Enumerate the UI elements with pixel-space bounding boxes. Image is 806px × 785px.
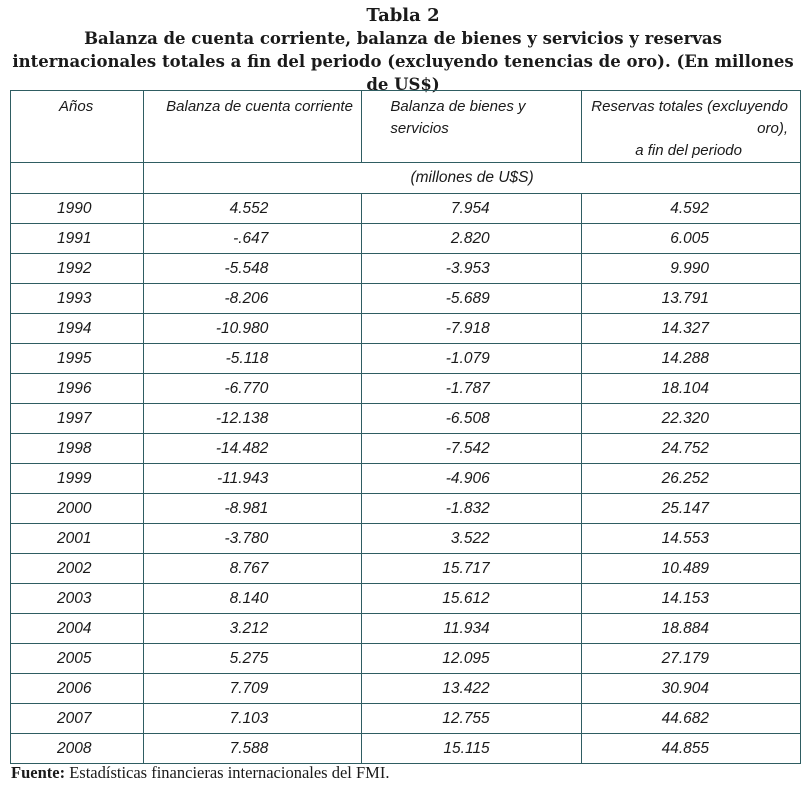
cell-reserves: 44.682 [581,704,800,734]
table-row [11,404,801,434]
cell-year: 1993 [11,284,144,314]
header-year: Años [11,91,144,163]
cell-goods-services: 11.934 [362,614,581,644]
cell-current-account: -12.138 [144,404,362,434]
cell-current-account: -10.980 [144,314,362,344]
cell-year: 1992 [11,254,144,284]
cell-goods-services: -6.508 [362,404,581,434]
cell-goods-services: 15.612 [362,584,581,614]
table-row [11,224,801,254]
cell-current-account: -6.770 [144,374,362,404]
title-line-2: Balanza de cuenta corriente, balanza de bienes y servicios y reservas [84,29,722,48]
cell-goods-services: 7.954 [362,194,581,224]
table-row [11,344,801,374]
table-row [11,254,801,284]
cell-reserves: 14.327 [581,314,800,344]
cell-reserves: 22.320 [581,404,800,434]
cell-year: 1998 [11,434,144,464]
cell-current-account: 5.275 [144,644,362,674]
table-row [11,554,801,584]
cell-goods-services: 15.717 [362,554,581,584]
cell-reserves: 13.791 [581,284,800,314]
table-row [11,644,801,674]
cell-goods-services: -7.542 [362,434,581,464]
cell-goods-services: -7.918 [362,314,581,344]
source-note [11,763,389,783]
table-row [11,464,801,494]
cell-year: 2008 [11,734,144,764]
cell-current-account: 7.103 [144,704,362,734]
header-current-account: Balanza de cuenta corriente [144,91,362,163]
cell-reserves: 25.147 [581,494,800,524]
table-row [11,314,801,344]
cell-reserves: 14.553 [581,524,800,554]
cell-current-account: 7.709 [144,674,362,704]
cell-year: 1991 [11,224,144,254]
cell-year: 1990 [11,194,144,224]
cell-goods-services: 15.115 [362,734,581,764]
header-goods-services: Balanza de bienes y servicios [362,91,581,163]
cell-goods-services: -3.953 [362,254,581,284]
cell-current-account: -.647 [144,224,362,254]
cell-goods-services: 3.522 [362,524,581,554]
source-text: Estadísticas financieras internacionales del FMI. [65,763,390,782]
cell-current-account: 8.140 [144,584,362,614]
cell-reserves: 18.884 [581,614,800,644]
cell-reserves: 6.005 [581,224,800,254]
cell-reserves: 14.288 [581,344,800,374]
table-row [11,674,801,704]
unit-row [11,163,801,194]
cell-year: 2006 [11,674,144,704]
cell-year: 2005 [11,644,144,674]
cell-year: 1995 [11,344,144,374]
header-reserves-line1: Reservas totales (excluyendo oro), [591,98,788,137]
cell-goods-services: -1.787 [362,374,581,404]
cell-goods-services: 13.422 [362,674,581,704]
cell-reserves: 30.904 [581,674,800,704]
cell-current-account: -8.206 [144,284,362,314]
cell-goods-services: 2.820 [362,224,581,254]
cell-year: 1997 [11,404,144,434]
cell-year: 2002 [11,554,144,584]
table-row [11,584,801,614]
cell-goods-services: -1.832 [362,494,581,524]
cell-reserves: 10.489 [581,554,800,584]
cell-reserves: 26.252 [581,464,800,494]
cell-year: 2001 [11,524,144,554]
cell-goods-services: 12.095 [362,644,581,674]
source-label: Fuente: [11,763,66,782]
cell-year: 2004 [11,614,144,644]
title-line-3: internacionales totales a fin del periodo (excluyendo tenencias de oro). (En millones de US$) [12,52,794,94]
cell-year: 2000 [11,494,144,524]
cell-current-account: -11.943 [144,464,362,494]
table-row [11,614,801,644]
cell-year: 1999 [11,464,144,494]
cell-goods-services: -5.689 [362,284,581,314]
table-row [11,374,801,404]
table-row [11,704,801,734]
table-row [11,734,801,764]
cell-reserves: 14.153 [581,584,800,614]
cell-reserves: 9.990 [581,254,800,284]
unit-row-blank [11,163,144,194]
title-line-1: Tabla 2 [366,5,440,26]
table-row [11,284,801,314]
cell-reserves: 24.752 [581,434,800,464]
header-reserves [581,91,800,163]
cell-year: 1996 [11,374,144,404]
cell-current-account: -8.981 [144,494,362,524]
cell-current-account: -5.548 [144,254,362,284]
table-row [11,494,801,524]
cell-reserves: 4.592 [581,194,800,224]
table-body [11,194,801,764]
cell-goods-services: 12.755 [362,704,581,734]
cell-current-account: -5.118 [144,344,362,374]
cell-current-account: -14.482 [144,434,362,464]
cell-reserves: 27.179 [581,644,800,674]
table-row [11,524,801,554]
table-row [11,194,801,224]
cell-current-account: -3.780 [144,524,362,554]
table-title [0,4,806,96]
header-row [11,91,801,163]
cell-reserves: 44.855 [581,734,800,764]
unit-label: (millones de U$S) [144,163,801,194]
cell-year: 2003 [11,584,144,614]
cell-year: 1994 [11,314,144,344]
cell-year: 2007 [11,704,144,734]
data-table [10,90,801,764]
cell-current-account: 8.767 [144,554,362,584]
table-row [11,434,801,464]
cell-current-account: 7.588 [144,734,362,764]
cell-goods-services: -4.906 [362,464,581,494]
cell-current-account: 4.552 [144,194,362,224]
cell-reserves: 18.104 [581,374,800,404]
header-reserves-line2: a fin del periodo [635,142,742,159]
cell-goods-services: -1.079 [362,344,581,374]
cell-current-account: 3.212 [144,614,362,644]
